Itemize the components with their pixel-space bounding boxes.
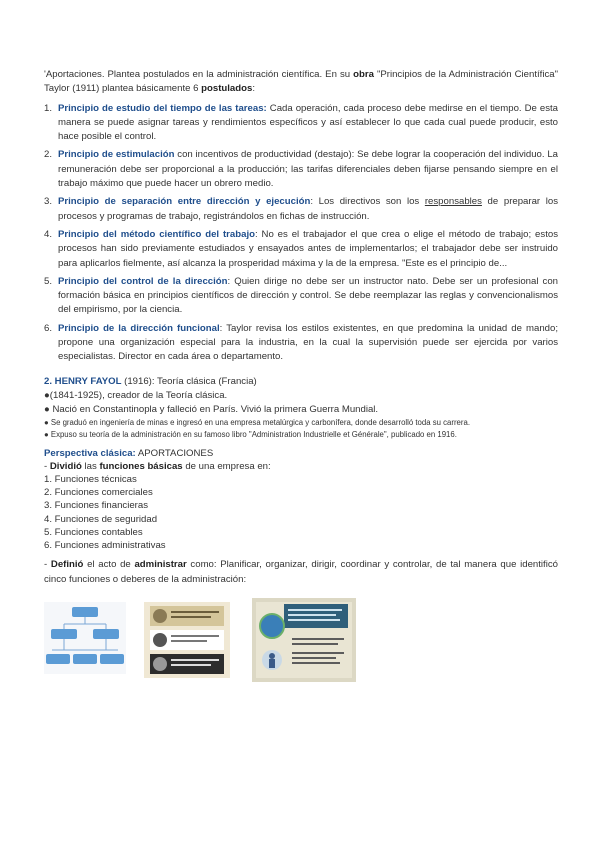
fayol-summary-image (144, 602, 230, 678)
principle-text: : No es el trabajador el que crea o elige el método de trabajo; estos procesos han sido previamente estudiados y ensayados antes de implementarlos; el trabajador debe ser instruido para aplicarlos fielmente, así alcanza la prosperidad máxima y la de la empresa. "Este es el principio de... (58, 228, 558, 269)
principle-title: Principio de la dirección funcional (58, 322, 220, 334)
principle-title: Principio de separación entre dirección y ejecución (58, 196, 311, 208)
fayol-section (44, 375, 558, 441)
function-item: 6. Funciones administrativas (44, 540, 166, 552)
fayol-heading (44, 375, 558, 389)
perspectiva-intro (44, 460, 558, 473)
principle-text: : Los directivos son los (310, 196, 425, 208)
list-number: 6. (44, 322, 53, 334)
function-item: 1. Funciones técnicas (44, 474, 137, 486)
principle-item-2 (44, 148, 558, 191)
principle-item-5 (44, 275, 558, 318)
principle-item-4 (44, 228, 558, 271)
principle-item-3 (44, 195, 558, 224)
principle-text-end: de preparar los procesos y programas de trabajo, registrándolos en fichas de instrucción. (58, 196, 559, 222)
fayol-infographic-image (252, 598, 356, 682)
document-body (44, 68, 558, 596)
text: el acto de (83, 559, 135, 571)
underlined-word: responsables (424, 196, 482, 208)
list-number: 1. (44, 102, 53, 114)
list-number: 3. (44, 196, 53, 208)
intro-end: : (252, 83, 255, 95)
intro-paragraph (44, 68, 558, 97)
fayol-bullet: ●(1841-1925), creador de la Teoría clásica. (44, 389, 228, 401)
bold-definio: Definió (50, 559, 84, 571)
principles-list (44, 102, 558, 365)
principle-text: Cada operación, cada proceso debe medirse en el tiempo. De esta manera se puede asignar tareas y rendimientos específicos y así establecer lo que cada cual puede producir, esto hace posible el control. (58, 102, 559, 143)
fayol-bullet: ● Nació en Constantinopla y falleció en París. Vivió la primera Guerra Mundial. (44, 403, 379, 415)
principle-item-1 (44, 102, 558, 145)
bold-administrar: administrar (134, 559, 187, 571)
perspectiva-title-rest: APORTACIONES (135, 447, 214, 459)
text: las (81, 460, 100, 472)
text: de una empresa en: (182, 460, 271, 472)
definicion-paragraph (44, 558, 558, 587)
dash: - (44, 460, 50, 472)
intro-text-1: 'Aportaciones. Plantea postulados en la administración científica. En su (44, 69, 354, 80)
intro-bold-postulados: postulados (201, 83, 253, 95)
principle-title: Principio de estudio del tiempo de las tareas: (58, 102, 267, 114)
text: como: Planificar, organizar, dirigir, coordinar y controlar, de tal manera que identificó cinco funciones o deberes de la administración: (44, 559, 558, 585)
bold-funciones: funciones básicas (99, 460, 183, 472)
fayol-bullet: ● Expuso su teoría de la administración en su famoso libro "Administration Industrielle et Générale", publicado en 1916. (44, 429, 457, 439)
principle-text: : Taylor revisa los estilos existentes, en que predomina la unidad de mando; propone una organización especial para la industria, en la cual la supervisión puede ser ejercida por varios especialistas. Director en cada área o departamento. (58, 322, 558, 363)
perspectiva-section (44, 447, 558, 553)
list-number: 2. (44, 149, 53, 161)
principle-title: Principio del control de la dirección (58, 275, 228, 287)
function-item: 4. Funciones de seguridad (44, 513, 158, 525)
function-item: 3. Funciones financieras (44, 500, 148, 512)
perspectiva-title (44, 447, 558, 460)
intro-bold-obra: obra (353, 69, 374, 80)
principle-item-6 (44, 322, 558, 365)
list-number: 5. (44, 275, 53, 287)
principle-text: con incentivos de productividad (destajo): Se debe lograr la cooperación del individuo. La remuneración debe ser proporcional a la producción; las tarifas diferenciales deben fijarse pensando siempre en el trabajo máximo que puede hacer un obrero medio. (58, 149, 559, 190)
fayol-bullet: ● Se graduó en ingeniería de minas e ingresó en una empresa metalúrgica y carbonífera, donde desarrolló toda su carrera. (44, 417, 470, 427)
list-number: 4. (44, 228, 53, 240)
perspectiva-title-bold: Perspectiva clásica: (44, 447, 136, 459)
fayol-name: 2. HENRY FAYOL (44, 375, 122, 387)
dash: - (44, 559, 51, 571)
org-chart-image (44, 602, 126, 674)
function-item: 5. Funciones contables (44, 526, 143, 538)
principle-text: : Quien dirige no debe ser un instructor nato. Debe ser un profesional con formación básica en principios científicos de dirección y control. Se debe reemplazar las reglas y convencionalismos del empirismo, por la ciencia. (58, 275, 558, 316)
principle-title: Principio de estimulación (58, 149, 175, 161)
image-row (44, 598, 564, 688)
function-item: 2. Funciones comerciales (44, 487, 153, 499)
bold-dividio: Dividió (49, 460, 82, 472)
intro-text-2: "Principios de la Administración Científica" Taylor (1911) plantea básicamente 6 (44, 69, 559, 95)
principle-title: Principio del método científico del trabajo (58, 228, 255, 240)
fayol-heading-rest: (1916): Teoría clásica (Francia) (121, 375, 257, 387)
